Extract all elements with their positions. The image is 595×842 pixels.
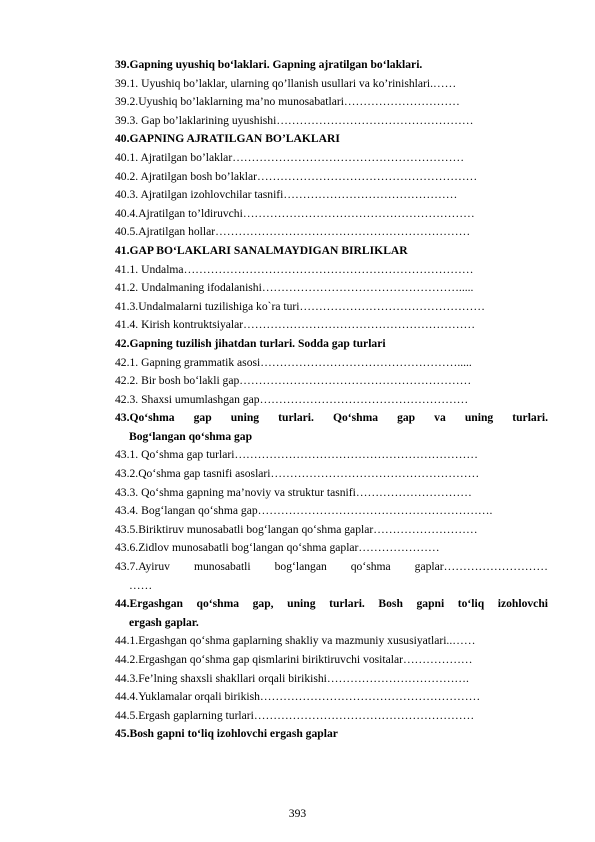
toc-section-heading [115, 56, 548, 75]
toc-entry-text: 45.Bosh gapni to‘liq izohlovchi ergash gaplar [115, 727, 338, 741]
toc-entry-text: 44.4.Yuklamalar orqali birikish………………………………………………… [115, 690, 481, 704]
toc-entry-text: 43.5.Biriktiruv munosabatli bog‘langan qo‘shma gaplar……………………… [115, 522, 478, 536]
toc-entry [115, 279, 548, 298]
toc-entry [115, 75, 548, 94]
toc-entry [115, 632, 548, 651]
toc-entry [115, 354, 548, 373]
toc-entry [115, 372, 548, 391]
toc-entry-continuation: ergash gaplar. [129, 615, 199, 629]
toc-entry [115, 186, 548, 205]
toc-entry-text: 42.Gapning tuzilish jihatdan turlari. Sodda gap turlari [115, 336, 386, 350]
toc-entry-text: 43.7.Ayiruv munosabatli bog‘langan qo‘shma gaplar……………………… [115, 560, 548, 574]
toc-entry [115, 168, 548, 187]
toc-entry [115, 521, 548, 540]
toc-entry [115, 502, 548, 521]
toc-entry-text: 42.3. Shaxsi umumlashgan gap……………………………………………… [115, 392, 469, 406]
toc-entry [115, 149, 548, 168]
toc-entry [115, 688, 548, 707]
toc-entry-text: 44.2.Ergashgan qo‘shma gap qismlarini biriktiruvchi vositalar……………… [115, 653, 473, 666]
toc-entry-text: 43.1. Qo‘shma gap turlari……………………………………………………… [115, 448, 478, 462]
toc-entry [115, 707, 548, 726]
toc-entry [115, 484, 548, 503]
toc-entry [115, 391, 548, 410]
toc-entry [115, 558, 548, 595]
toc-entry-text: 41.2. Undalmaning ifodalanishi……………………………………………..... [115, 281, 474, 295]
toc-entry-text: 43.4. Bog‘langan qo‘shma gap……………………………………………………. [115, 504, 493, 518]
toc-entry-text: 43.Qo‘shma gap uning turlari. Qo‘shma gap va uning turlari. [115, 411, 548, 425]
page-number: 393 [288, 807, 307, 820]
toc-entry-text: 40.3. Ajratilgan izohlovchilar tasnifi……………………………………… [115, 188, 458, 202]
toc-entry [115, 205, 548, 224]
toc-entry [115, 112, 548, 131]
toc-entry-text: 41.GAP BO‘LAKLARI SANALMAYDIGAN BIRLIKLAR [115, 243, 408, 257]
toc-section-heading [115, 130, 548, 149]
toc-entry-text: 40.GAPNING AJRATILGAN BO’LAKLARI [115, 132, 340, 146]
toc-entry-text: 41.3.Undalmalarni tuzilishiga ko`ra turi………………………………………… [115, 299, 485, 313]
toc-entry [115, 261, 548, 280]
toc-entry-text: 40.2. Ajratilgan bosh bo’laklar………………………………………………… [115, 169, 478, 183]
toc-entry [115, 223, 548, 242]
toc-entry-text: 43.2.Qo‘shma gap tasnifi asoslari……………………………………………… [115, 467, 480, 481]
toc-entry [115, 539, 548, 558]
toc-entry-text: 40.4.Ajratilgan to’ldiruvchi…………………………………………………… [115, 206, 475, 220]
toc-entry-text: 41.1. Undalma………………………………………………………………… [115, 262, 474, 276]
toc-section-heading [115, 725, 548, 744]
toc-entry-text: 44.Ergashgan qo‘shma gap, uning turlari. Bosh gapni to‘liq izohlovchi [115, 597, 548, 611]
toc-entry [115, 651, 548, 670]
toc-entry [115, 465, 548, 484]
toc-section-heading [115, 595, 548, 632]
toc-entry-text: 43.6.Zidlov munosabatli bog‘langan qo‘shma gaplar………………… [115, 541, 440, 555]
toc-entry-text: 42.1. Gapning grammatik asosi……………………………………………..... [115, 355, 472, 369]
toc-section-heading [115, 242, 548, 261]
toc-entry-text: 44.1.Ergashgan qo‘shma gaplarning shakliy va mazmuniy xususiyatlari..…… [115, 634, 476, 648]
toc-entry-text: 42.2. Bir bosh bo‘lakli gap…………………………………………………… [115, 374, 472, 388]
toc-section-heading [115, 335, 548, 354]
toc-entry [115, 316, 548, 335]
toc-entry-text: 44.5.Ergash gaplarning turlari………………………………………………… [115, 708, 475, 722]
toc-entry-text: 39.1. Uyushiq bo’laklar, ularning qo’llanish usullari va ko’rinishlari.…… [115, 76, 457, 90]
toc-entry-continuation: …… [129, 578, 153, 592]
toc-section-heading [115, 409, 548, 446]
toc-entry [115, 298, 548, 317]
toc-entry-text: 39.2.Uyushiq bo’laklarning ma’no munosabatlari………………………… [115, 95, 460, 109]
toc-entry-text: 39.Gapning uyushiq bo‘laklari. Gapning ajratilgan bo‘laklari. [115, 58, 423, 71]
toc-entry-text: 40.5.Ajratilgan hollar………………………………………………………… [115, 225, 471, 239]
toc-entry-text: 43.3. Qo‘shma gapning ma’noviy va struktur tasnifi………………………… [115, 485, 472, 499]
toc-entry-text: 41.4. Kirish kontruktsiyalar…………………………………………………… [115, 318, 476, 332]
toc-entry-text: 39.3. Gap bo’laklarining uyushishi…………………………………………… [115, 113, 474, 127]
toc-entry [115, 93, 548, 112]
toc-entry-continuation: Bog‘langan qo‘shma gap [129, 429, 253, 443]
toc-entry [115, 446, 548, 465]
toc-entry-text: 40.1. Ajratilgan bo’laklar…………………………………………………… [115, 150, 465, 164]
table-of-contents [115, 56, 548, 744]
toc-entry [115, 670, 548, 689]
toc-entry-text: 44.3.Fe’lning shaxsli shakllari orqali birikishi………………………………. [115, 671, 469, 685]
